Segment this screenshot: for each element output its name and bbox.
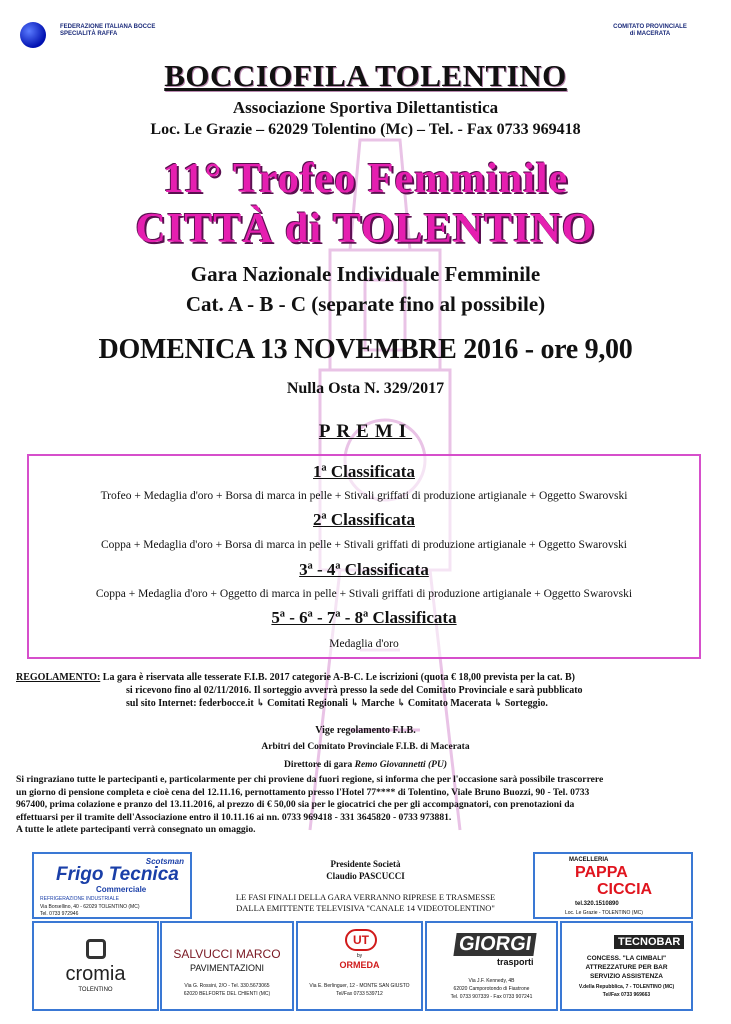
event-title-line2: CITTÀ di TOLENTINO: [135, 206, 596, 252]
sponsor-phone: Tel. 0733 907339 - Fax 0733 907241: [450, 994, 533, 1000]
sponsor-cromia: [32, 921, 159, 1011]
club-name: BOCCIOFILA TOLENTINO: [164, 58, 567, 93]
vige-regolamento: Vige regolamento F.I.B.: [315, 725, 416, 736]
prize-place: 3ª - 4ª Classificata: [299, 560, 429, 579]
sponsor-giorgi: [425, 921, 558, 1011]
president-name: Claudio PASCUCCI: [326, 871, 405, 881]
notice-line: un giorno di pensione completa e cioè cena del 12.11.16, pernottamento presso l'Hotel 77**** di Tolentino, Viale Bruno Buozzi, 90 - Tel. 0733: [16, 786, 590, 798]
sponsor-brand: ORMEDA: [339, 960, 380, 970]
sponsor-salvucci: [160, 921, 294, 1011]
sponsor-address: 62020 BELFORTE DEL CHIENTI (MC): [183, 991, 271, 997]
sponsor-tagline: REFRIGERAZIONE INDUSTRIALE: [40, 896, 119, 902]
sponsor-top-text: Scotsman: [145, 857, 184, 866]
direttore-name: Remo Giovannetti (PU): [354, 760, 447, 770]
competition-type: Gara Nazionale Individuale Femminile: [190, 262, 541, 286]
sponsor-address: Via J.F. Kennedy, 4B: [468, 978, 515, 984]
sponsor-line: CONCESS. "LA CIMBALI": [586, 955, 667, 962]
hospitality-notice: [16, 774, 721, 837]
ormeda-logo: UT: [345, 929, 377, 951]
association-line: Associazione Sportiva Dilettantistica: [232, 98, 499, 117]
cromia-logo-icon: [86, 939, 106, 959]
notice-line: effettuarsi per il tramite dell'Associazione entro il 10.11.16 ai nn. 0733 969418 - 331 3645820 - 0733 973881.: [16, 811, 452, 823]
nulla-osta: Nulla Osta N. 329/2017: [286, 380, 445, 397]
location-line: Loc. Le Grazie – 62029 Tolentino (Mc) – Tel. - Fax 0733 969418: [150, 121, 581, 138]
sponsor-brand: GIORGI: [453, 933, 536, 956]
rules-label: REGOLAMENTO:: [16, 672, 101, 683]
sponsor-sub: trasporti: [497, 957, 534, 967]
sponsor-sub: Commerciale: [96, 885, 147, 894]
sponsor-address: 62020 Camporotondo di Fiastrone: [453, 986, 530, 992]
rules-block: [16, 671, 721, 710]
notice-line: 967400, prima colazione e pranzo del 13.11.2016, al prezzo di € 50,00 sia per le giocatrici che per gli accompagnatori, con prenotazioni da: [16, 799, 575, 810]
event-title-line1: 11° Trofeo Femminile: [162, 156, 569, 202]
broadcast-notice: LE FASI FINALI DELLA GARA VERRANNO RIPRESE E TRASMESSE DALLA EMITTENTE TELEVISIVA "CANALE 14 VIDEOTOLENTINO": [235, 892, 496, 913]
rules-line: si ricevono fino al 02/11/2016. Il sorteggio avverrà presso la sede del Comitato Provinciale e sarà pubblicato: [126, 685, 583, 696]
direttore-label: Direttore di gara: [284, 760, 353, 770]
direttore-line: [0, 760, 731, 770]
sponsor-phone: Tel/Fax 0733 969663: [602, 992, 651, 998]
sponsor-address: Via E. Berlinguer, 12 - MONTE SAN GIUSTO: [309, 983, 410, 989]
sponsor-address: V.della Repubblica, 7 - TOLENTINO (MC): [578, 984, 675, 990]
prize-place: 2ª Classificata: [313, 510, 415, 529]
notice-line: Si ringraziano tutte le partecipanti e, particolarmente per chi proviene da fuori regione, si informa che per l'occasione sarà possibile trascorrere: [16, 774, 604, 785]
sponsor-line: ATTREZZATURE PER BAR: [585, 964, 668, 971]
sponsor-pappa-ciccia: [533, 852, 693, 919]
prize-description: Coppa + Medaglia d'oro + Oggetto di marca in pelle + Stivali griffati di produzione artigianale + Oggetto Swarovski: [95, 588, 633, 600]
sponsor-by: by: [356, 953, 363, 959]
prize-description: Medaglia d'oro: [329, 638, 399, 650]
sponsor-phone: Tel. 0733 972946: [40, 911, 79, 917]
event-date: DOMENICA 13 NOVEMBRE 2016 - ore 9,00: [98, 334, 633, 365]
categories-line: Cat. A - B - C (separate fino al possibile): [185, 292, 546, 316]
sponsor-address: Loc. Le Grazie - TOLENTINO (MC): [565, 910, 643, 916]
sponsor-ormeda: [296, 921, 423, 1011]
sponsor-phone: Tel/Fax 0733 539712: [336, 991, 383, 997]
prize-place: 5ª - 6ª - 7ª - 8ª Classificata: [271, 608, 457, 627]
committee-org-text: COMITATO PROVINCIALE di MACERATA: [613, 24, 687, 37]
prizes-box: [27, 454, 701, 659]
sponsor-city: TOLENTINO: [78, 987, 113, 993]
fib-logo: [20, 22, 46, 48]
sponsor-address: Via Borsellino, 40 - 62029 TOLENTINO (MC): [40, 904, 140, 910]
arbitri-line: Arbitri del Comitato Provinciale F.I.B. di Macerata: [261, 742, 470, 752]
sponsor-top-text: MACELLERIA: [569, 857, 609, 863]
rules-line: sul sito Internet: federbocce.it ↳ Comitati Regionali ↳ Marche ↳ Comitato Macerata ↳ Sorteggio.: [126, 698, 548, 709]
sponsor-line: SERVIZIO ASSISTENZA: [590, 973, 663, 980]
sponsor-phone: tel.320.1510890: [575, 901, 619, 907]
sponsor-brand: cromia: [65, 963, 126, 985]
sponsor-brand-line1: PAPPA: [575, 864, 628, 881]
sponsor-address: Via G. Rossini, 2/O - Tel. 330.5673065: [184, 983, 270, 989]
sponsor-brand: TECNOBAR: [614, 935, 684, 949]
sponsor-brand: SALVUCCI MARCO: [173, 947, 281, 961]
sponsor-tecnobar: [560, 921, 693, 1011]
notice-line: A tutte le atlete partecipanti verrà consegnato un omaggio.: [16, 824, 256, 835]
president-label: Presidente Società: [330, 859, 401, 869]
sponsor-brand-line2: CICCIA: [597, 881, 653, 898]
prize-description: Trofeo + Medaglia d'oro + Borsa di marca in pelle + Stivali griffati di produzione artigianale + Oggetto Swarovski: [100, 490, 628, 502]
rules-line: La gara è riservata alle tesserate F.I.B. 2017 categorie A-B-C. Le iscrizioni (quota € 18,00 prevista per la cat. B): [102, 672, 576, 683]
sponsor-brand: Frigo Tecnica: [56, 864, 179, 885]
sponsor-sub: PAVIMENTAZIONI: [189, 963, 264, 973]
prize-place: 1ª Classificata: [313, 462, 415, 481]
prize-description: Coppa + Medaglia d'oro + Borsa di marca in pelle + Stivali griffati di produzione artigianale + Oggetto Swarovski: [100, 539, 627, 551]
prizes-heading: PREMI: [318, 421, 413, 442]
fib-org-text: FEDERAZIONE ITALIANA BOCCE SPECIALITÀ RAFFA: [60, 24, 156, 37]
